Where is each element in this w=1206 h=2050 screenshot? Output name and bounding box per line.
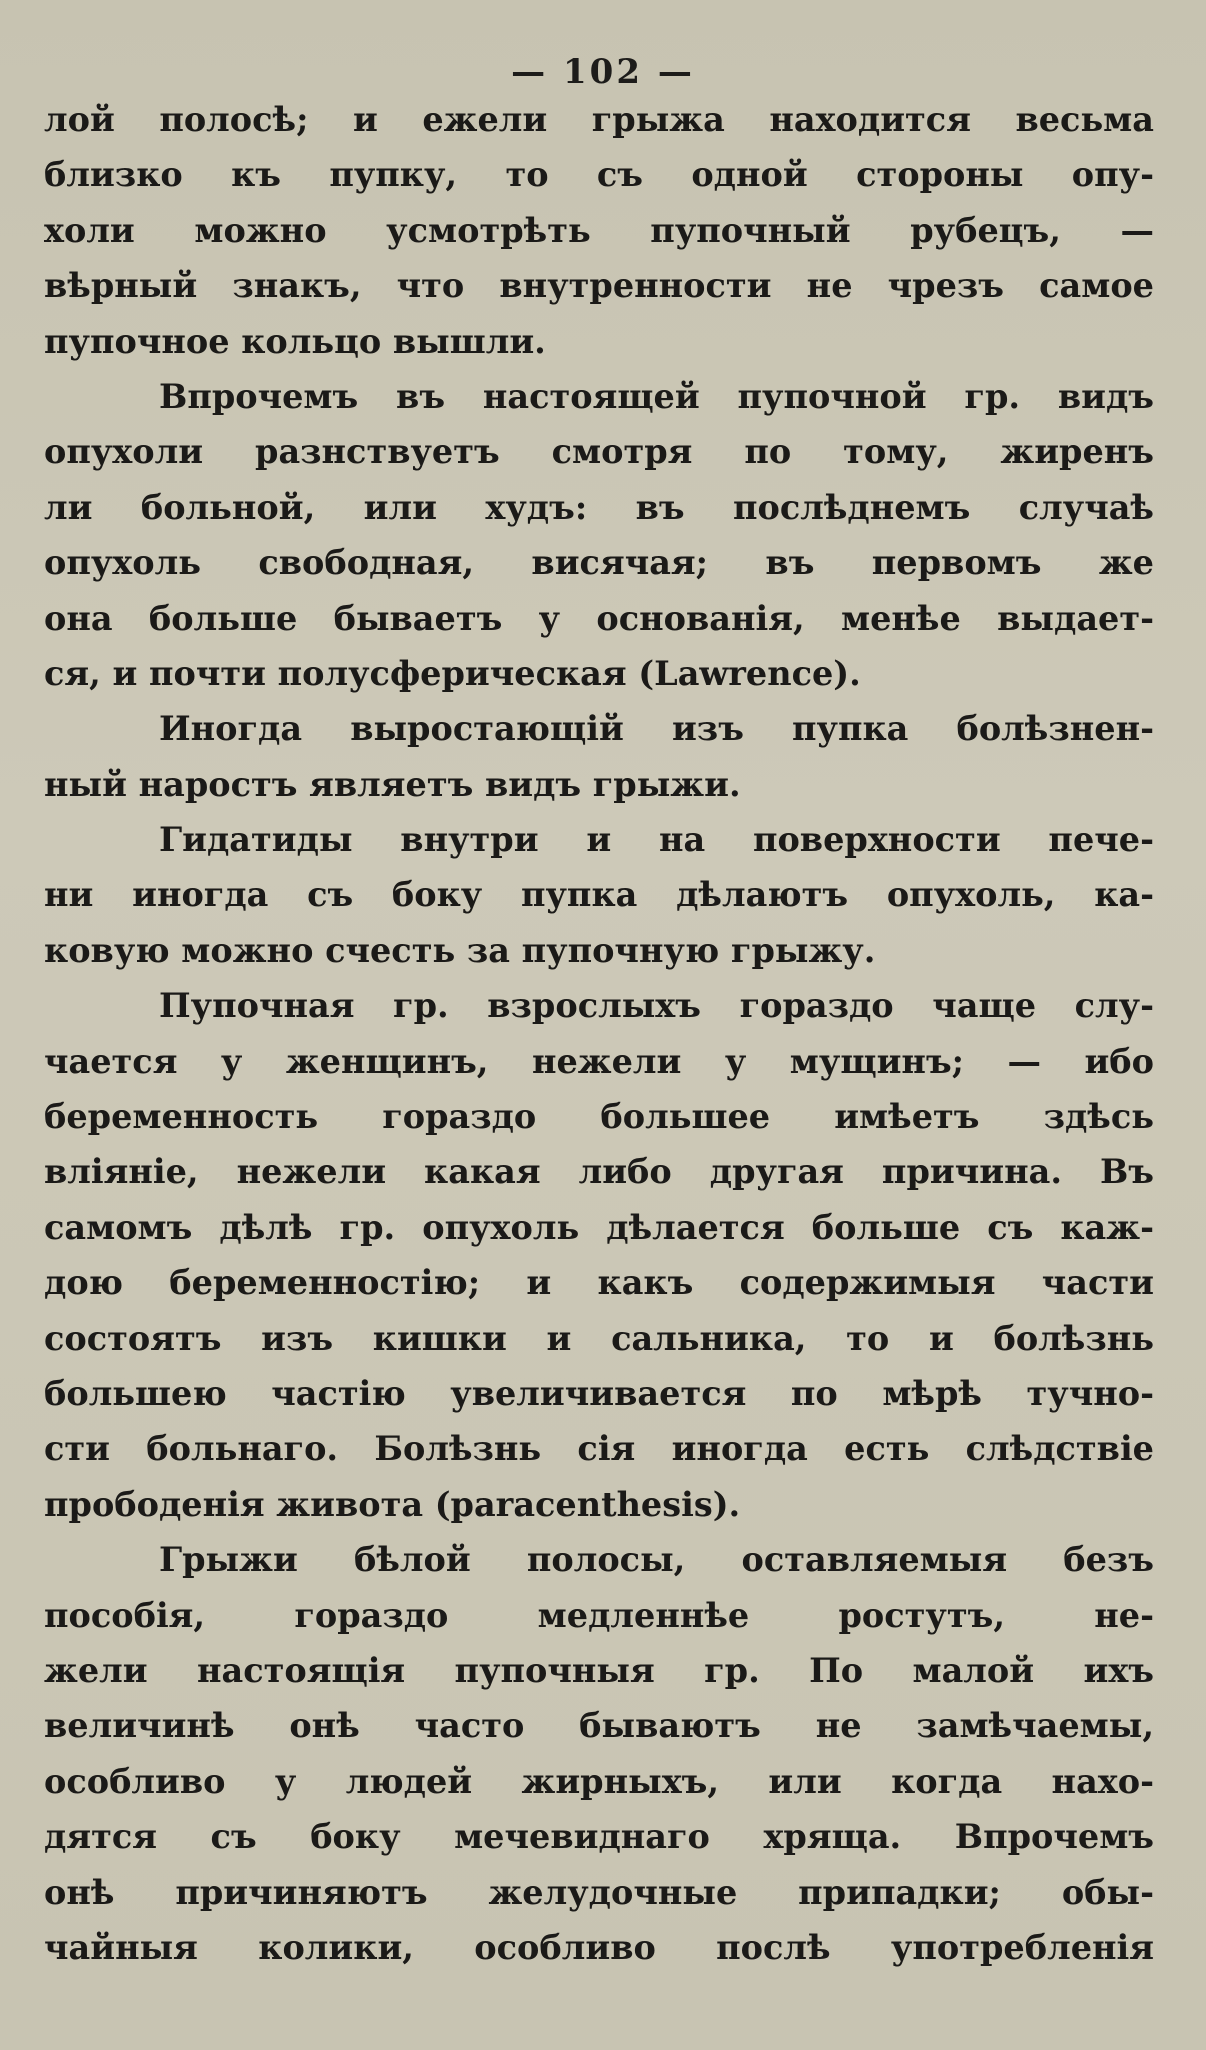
text-line: состоятъ изъ кишки и сальника, то и болѣзнь <box>44 1318 1154 1358</box>
paragraph-start-line: Впрочемъ въ настоящей пупочной гр. видъ <box>159 376 1154 416</box>
text-line: ковую можно счесть за пупочную грыжу. <box>44 930 876 970</box>
text-line: лой полосѣ; и ежели грыжа находится весьма <box>44 100 1154 139</box>
text-line: величинѣ онѣ часто бываютъ не замѣчаемы, <box>44 1706 1154 1746</box>
text-line: дою беременностію; и какъ содержимыя части <box>44 1263 1154 1303</box>
text-line: ся, и почти полусферическая (Lawrence). <box>44 653 861 693</box>
paragraph-start-line: Пупочная гр. взрослыхъ гораздо чаще слу- <box>159 986 1154 1026</box>
text-line: опухоль свободная, висячая; въ первомъ же <box>44 543 1154 583</box>
text-line: большею частію увеличивается по мѣрѣ тучно- <box>44 1373 1154 1413</box>
paragraph-start-line: Грыжи бѣлой полосы, оставляемыя безъ <box>159 1540 1154 1580</box>
text-line: самомъ дѣлѣ гр. опухоль дѣлается больше съ каж- <box>44 1207 1154 1247</box>
text-line: чайныя колики, особливо послѣ употребленія <box>44 1927 1154 1967</box>
text-line: ный наростъ являетъ видъ грыжи. <box>44 764 741 804</box>
text-line: чается у женщинъ, нежели у мущинъ; — ибо <box>44 1041 1154 1081</box>
paragraph-start-line: Иногда выростающій изъ пупка болѣзнен- <box>159 709 1154 749</box>
text-line: дятся съ боку мечевиднаго хряща. Впрочемъ <box>44 1817 1154 1857</box>
body-text <box>44 92 1154 1975</box>
text-line: она больше бываетъ у основанія, менѣе выдает- <box>44 598 1154 638</box>
text-line: беременность гораздо большее имѣетъ здѣсь <box>44 1097 1154 1137</box>
page-number: — 102 — <box>511 52 695 92</box>
text-line: ли больной, или худъ: въ послѣднемъ случаѣ <box>44 487 1154 527</box>
text-line: сти больнаго. Болѣзнь сія иногда есть слѣдствіе <box>44 1429 1154 1469</box>
text-line: онѣ причиняютъ желудочные припадки; обы- <box>44 1872 1154 1912</box>
text-line: опухоли разнствуетъ смотря по тому, жиренъ <box>44 432 1154 472</box>
text-line: ни иногда съ боку пупка дѣлаютъ опухоль, ка- <box>44 875 1154 915</box>
text-line: пособія, гораздо медленнѣе ростутъ, не- <box>44 1595 1154 1635</box>
text-line: вліяніе, нежели какая либо другая причина. Въ <box>44 1152 1154 1192</box>
text-line: холи можно усмотрѣть пупочный рубецъ, — <box>44 210 1154 250</box>
paragraph-start-line: Гидатиды внутри и на поверхности пече- <box>159 820 1154 860</box>
text-line: близко къ пупку, то съ одной стороны опу- <box>44 155 1154 195</box>
text-line: прободенія живота (paracenthesis). <box>44 1484 741 1524</box>
text-line: особливо у людей жирныхъ, или когда нахо- <box>44 1761 1154 1801</box>
text-line: пупочное кольцо вышли. <box>44 321 546 361</box>
text-line: вѣрный знакъ, что внутренности не чрезъ самое <box>44 266 1154 306</box>
text-line: жели настоящія пупочныя гр. По малой ихъ <box>44 1650 1154 1690</box>
